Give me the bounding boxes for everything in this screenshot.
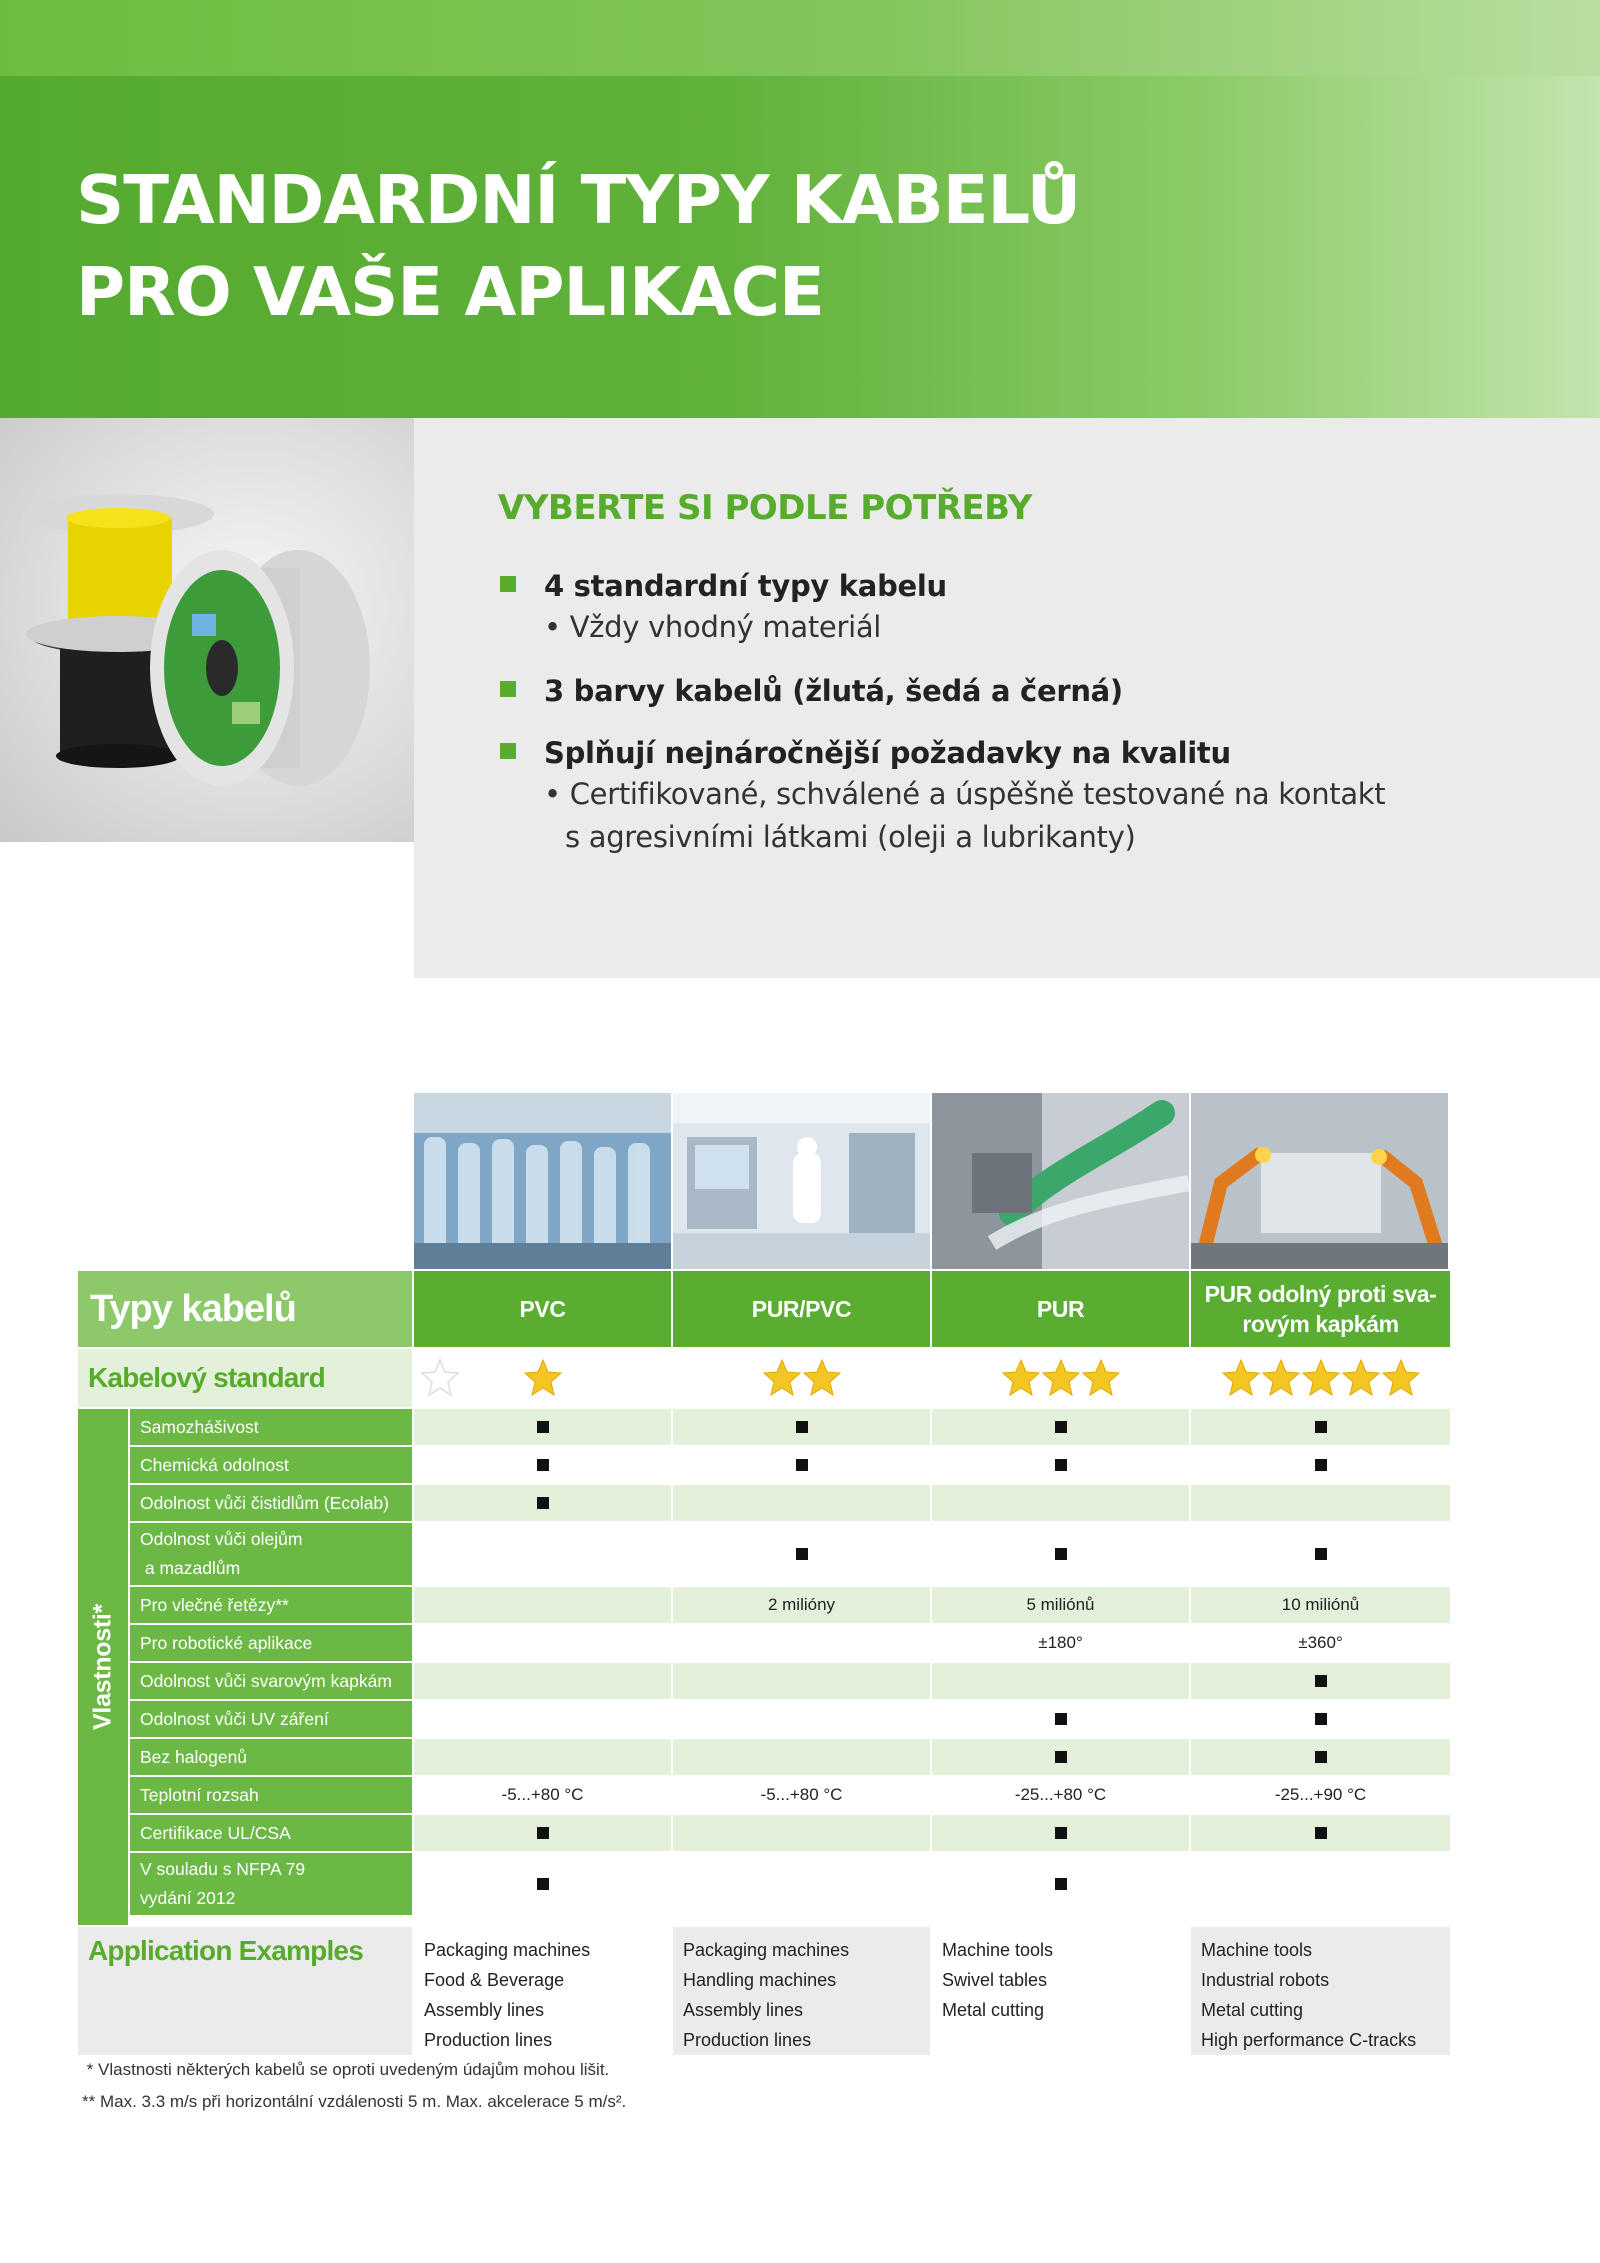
star-icon [1221, 1358, 1261, 1398]
property-value: -5...+80 °C [414, 1777, 671, 1813]
property-value [673, 1625, 930, 1661]
check-mark-cell [673, 1447, 930, 1483]
filled-square-icon [1315, 1675, 1327, 1687]
intro-bullet [500, 566, 1560, 649]
empty-star-icon [420, 1358, 460, 1398]
filled-square-icon [1315, 1751, 1327, 1763]
bullet-sub-text [544, 773, 1560, 859]
property-label: Pro robotické aplikace [130, 1625, 412, 1661]
property-label: Teplotní rozsah [130, 1777, 412, 1813]
machine-tool-illustration [932, 1093, 1189, 1269]
machine-tool-photo [932, 1093, 1189, 1269]
property-value [673, 1701, 930, 1737]
bullet-main-text: Splňují nejnáročnější požadavky na kvalitu [544, 736, 1231, 770]
check-mark-cell [414, 1815, 671, 1851]
star-icon [1041, 1358, 1081, 1398]
intro-panel [414, 418, 1600, 978]
cable-reels-illustration [0, 418, 414, 842]
application-list [932, 1927, 1189, 2055]
property-value: ±180° [932, 1625, 1189, 1661]
application-list [414, 1927, 671, 2055]
filled-square-icon [537, 1459, 549, 1471]
bullet-sub-line: • Certifikované, schválené a úspěšně testované na kontakt [544, 777, 1386, 811]
application-list [673, 1927, 930, 2055]
filled-square-icon [1315, 1459, 1327, 1471]
bullet-square-icon [500, 576, 516, 592]
check-mark-cell [414, 1409, 671, 1445]
property-row [78, 1447, 1450, 1483]
application-list [1191, 1927, 1450, 2055]
column-header: PVC [414, 1271, 671, 1347]
filled-square-icon [1055, 1827, 1067, 1839]
bullet-main-text: 3 barvy kabelů (žlutá, šedá a černá) [544, 674, 1123, 708]
star-icon [1261, 1358, 1301, 1398]
star-icon [762, 1358, 802, 1398]
intro-bullet-list [500, 566, 1560, 881]
property-value [414, 1523, 671, 1585]
filled-square-icon [796, 1421, 808, 1433]
star-icon [802, 1358, 842, 1398]
property-row [78, 1625, 1450, 1661]
application-item: Production lines [683, 2030, 812, 2050]
filled-square-icon [1055, 1421, 1067, 1433]
application-item: Production lines [424, 2030, 553, 2050]
star-icon [523, 1358, 563, 1398]
application-item: Metal cutting [1201, 2000, 1304, 2020]
cable-reels-photo [0, 418, 414, 842]
application-item: Metal cutting [942, 2000, 1045, 2020]
property-value: 5 miliónů [932, 1587, 1189, 1623]
application-item: Handling machines [683, 1970, 837, 1990]
star-icon [1001, 1358, 1041, 1398]
property-value [673, 1739, 930, 1775]
property-value [673, 1663, 930, 1699]
filled-square-icon [1315, 1421, 1327, 1433]
column-header: PUR/PVC [673, 1271, 930, 1347]
filled-square-icon [1315, 1713, 1327, 1725]
bottling-line-illustration [414, 1093, 671, 1269]
property-label: Odolnost vůči UV záření [130, 1701, 412, 1737]
star-rating [414, 1349, 671, 1407]
property-row [78, 1663, 1450, 1699]
star-rating [1191, 1349, 1450, 1407]
filled-square-icon [1315, 1827, 1327, 1839]
check-mark-cell [673, 1409, 930, 1445]
star-icon [1341, 1358, 1381, 1398]
property-value [673, 1853, 930, 1915]
property-value: 10 miliónů [1191, 1587, 1450, 1623]
star-icon [1381, 1358, 1421, 1398]
table-header-row [78, 1271, 1450, 1347]
bullet-square-icon [500, 743, 516, 759]
intro-heading: VYBERTE SI PODLE POTŘEBY [498, 488, 1032, 528]
header-band [0, 76, 1600, 418]
filled-square-icon [1055, 1459, 1067, 1471]
bullet-main-text: 4 standardní typy kabelu [544, 569, 947, 603]
page-title-line-1: STANDARDNÍ TYPY KABELŮ [76, 161, 1081, 239]
application-photos [414, 1093, 1450, 1269]
property-label: Pro vlečné řetězy** [130, 1587, 412, 1623]
check-mark-cell [932, 1447, 1189, 1483]
footnote: ** Max. 3.3 m/s při horizontální vzdálenosti 5 m. Max. akcelerace 5 m/s². [82, 2092, 627, 2111]
property-row [78, 1701, 1450, 1737]
bottling-line-photo [414, 1093, 671, 1269]
star-rating [932, 1349, 1189, 1407]
check-mark-cell [932, 1523, 1189, 1585]
welding-robots-illustration [1191, 1093, 1448, 1269]
check-mark-cell [414, 1485, 671, 1521]
check-mark-cell [414, 1853, 671, 1915]
intro-bullet [500, 733, 1560, 859]
filled-square-icon [796, 1548, 808, 1560]
property-row [78, 1815, 1450, 1851]
star-rating [673, 1349, 930, 1407]
application-item: Industrial robots [1201, 1970, 1330, 1990]
cleanroom-illustration [673, 1093, 930, 1269]
property-row [78, 1777, 1450, 1813]
intro-bullet [500, 671, 1560, 711]
property-value [414, 1625, 671, 1661]
check-mark-cell [1191, 1447, 1450, 1483]
property-row [78, 1739, 1450, 1775]
property-value [932, 1485, 1189, 1521]
property-value: -25...+80 °C [932, 1777, 1189, 1813]
application-item: Machine tools [1201, 1940, 1313, 1960]
property-label: Samozhášivost [130, 1409, 412, 1445]
filled-square-icon [1055, 1713, 1067, 1725]
property-row [78, 1485, 1450, 1521]
check-mark-cell [932, 1739, 1189, 1775]
check-mark-cell [932, 1815, 1189, 1851]
property-value: -5...+80 °C [673, 1777, 930, 1813]
applications-label: Application Examples [78, 1927, 412, 2055]
property-label: V souladu s NFPA 79 vydání 2012 [130, 1853, 412, 1915]
page-title-line-2: PRO VAŠE APLIKACE [76, 253, 824, 331]
star-icon [1081, 1358, 1121, 1398]
star-icon [1301, 1358, 1341, 1398]
footnotes [82, 2054, 626, 2118]
check-mark-cell [1191, 1409, 1450, 1445]
filled-square-icon [796, 1459, 808, 1471]
bullet-square-icon [500, 681, 516, 697]
standard-label: Kabelový standard [78, 1349, 412, 1407]
property-label: Bez halogenů [130, 1739, 412, 1775]
check-mark-cell [932, 1409, 1189, 1445]
check-mark-cell [1191, 1701, 1450, 1737]
column-header: PUR odolný proti sva- rovým kapkám [1191, 1271, 1450, 1347]
applications-row [78, 1927, 1450, 2055]
property-value [932, 1663, 1189, 1699]
check-mark-cell [673, 1523, 930, 1585]
application-item: Packaging machines [424, 1940, 591, 1960]
property-value: ±360° [1191, 1625, 1450, 1661]
welding-robots-photo [1191, 1093, 1448, 1269]
bullet-sub-line: s agresivními látkami (oleji a lubrikanty) [565, 820, 1136, 854]
check-mark-cell [1191, 1815, 1450, 1851]
application-item: Swivel tables [942, 1970, 1048, 1990]
table-title: Typy kabelů [78, 1271, 412, 1347]
property-label: Chemická odolnost [130, 1447, 412, 1483]
properties-caption: Vlastnosti* [88, 1604, 117, 1730]
check-mark-cell [932, 1853, 1189, 1915]
property-label: Odolnost vůči olejům a mazadlům [130, 1523, 412, 1585]
check-mark-cell [932, 1701, 1189, 1737]
filled-square-icon [1315, 1548, 1327, 1560]
cleanroom-photo [673, 1093, 930, 1269]
check-mark-cell [414, 1447, 671, 1483]
property-value [673, 1815, 930, 1851]
check-mark-cell [1191, 1523, 1450, 1585]
property-label: Odolnost vůči čistidlům (Ecolab) [130, 1485, 412, 1521]
filled-square-icon [537, 1878, 549, 1890]
property-row [78, 1523, 1450, 1585]
page-title [76, 154, 1080, 338]
header-top-strip [0, 0, 1600, 76]
filled-square-icon [1055, 1751, 1067, 1763]
check-mark-cell [1191, 1663, 1450, 1699]
filled-square-icon [537, 1421, 549, 1433]
property-label: Certifikace UL/CSA [130, 1815, 412, 1851]
property-label: Odolnost vůči svarovým kapkám [130, 1663, 412, 1699]
property-value [673, 1485, 930, 1521]
property-value: -25...+90 °C [1191, 1777, 1450, 1813]
footnote: * Vlastnosti některých kabelů se oproti uvedeným údajům mohou lišit. [82, 2060, 610, 2079]
standard-row [78, 1349, 1450, 1407]
property-row [78, 1409, 1450, 1445]
property-value [414, 1663, 671, 1699]
filled-square-icon [1055, 1878, 1067, 1890]
filled-square-icon [537, 1827, 549, 1839]
property-value [414, 1587, 671, 1623]
application-item: Food & Beverage [424, 1970, 565, 1990]
filled-square-icon [1055, 1548, 1067, 1560]
property-value [414, 1701, 671, 1737]
property-row [78, 1587, 1450, 1623]
application-item: High performance C-tracks [1201, 2030, 1417, 2050]
property-value: 2 milióny [673, 1587, 930, 1623]
property-value [1191, 1485, 1450, 1521]
application-item: Assembly lines [683, 2000, 804, 2020]
column-header: PUR [932, 1271, 1189, 1347]
property-value [1191, 1853, 1450, 1915]
bullet-sub-text: • Vždy vhodný materiál [544, 610, 882, 644]
filled-square-icon [537, 1497, 549, 1509]
application-item: Packaging machines [683, 1940, 850, 1960]
property-value [414, 1739, 671, 1775]
application-item: Assembly lines [424, 2000, 545, 2020]
property-row [78, 1853, 1450, 1915]
check-mark-cell [1191, 1739, 1450, 1775]
application-item: Machine tools [942, 1940, 1054, 1960]
